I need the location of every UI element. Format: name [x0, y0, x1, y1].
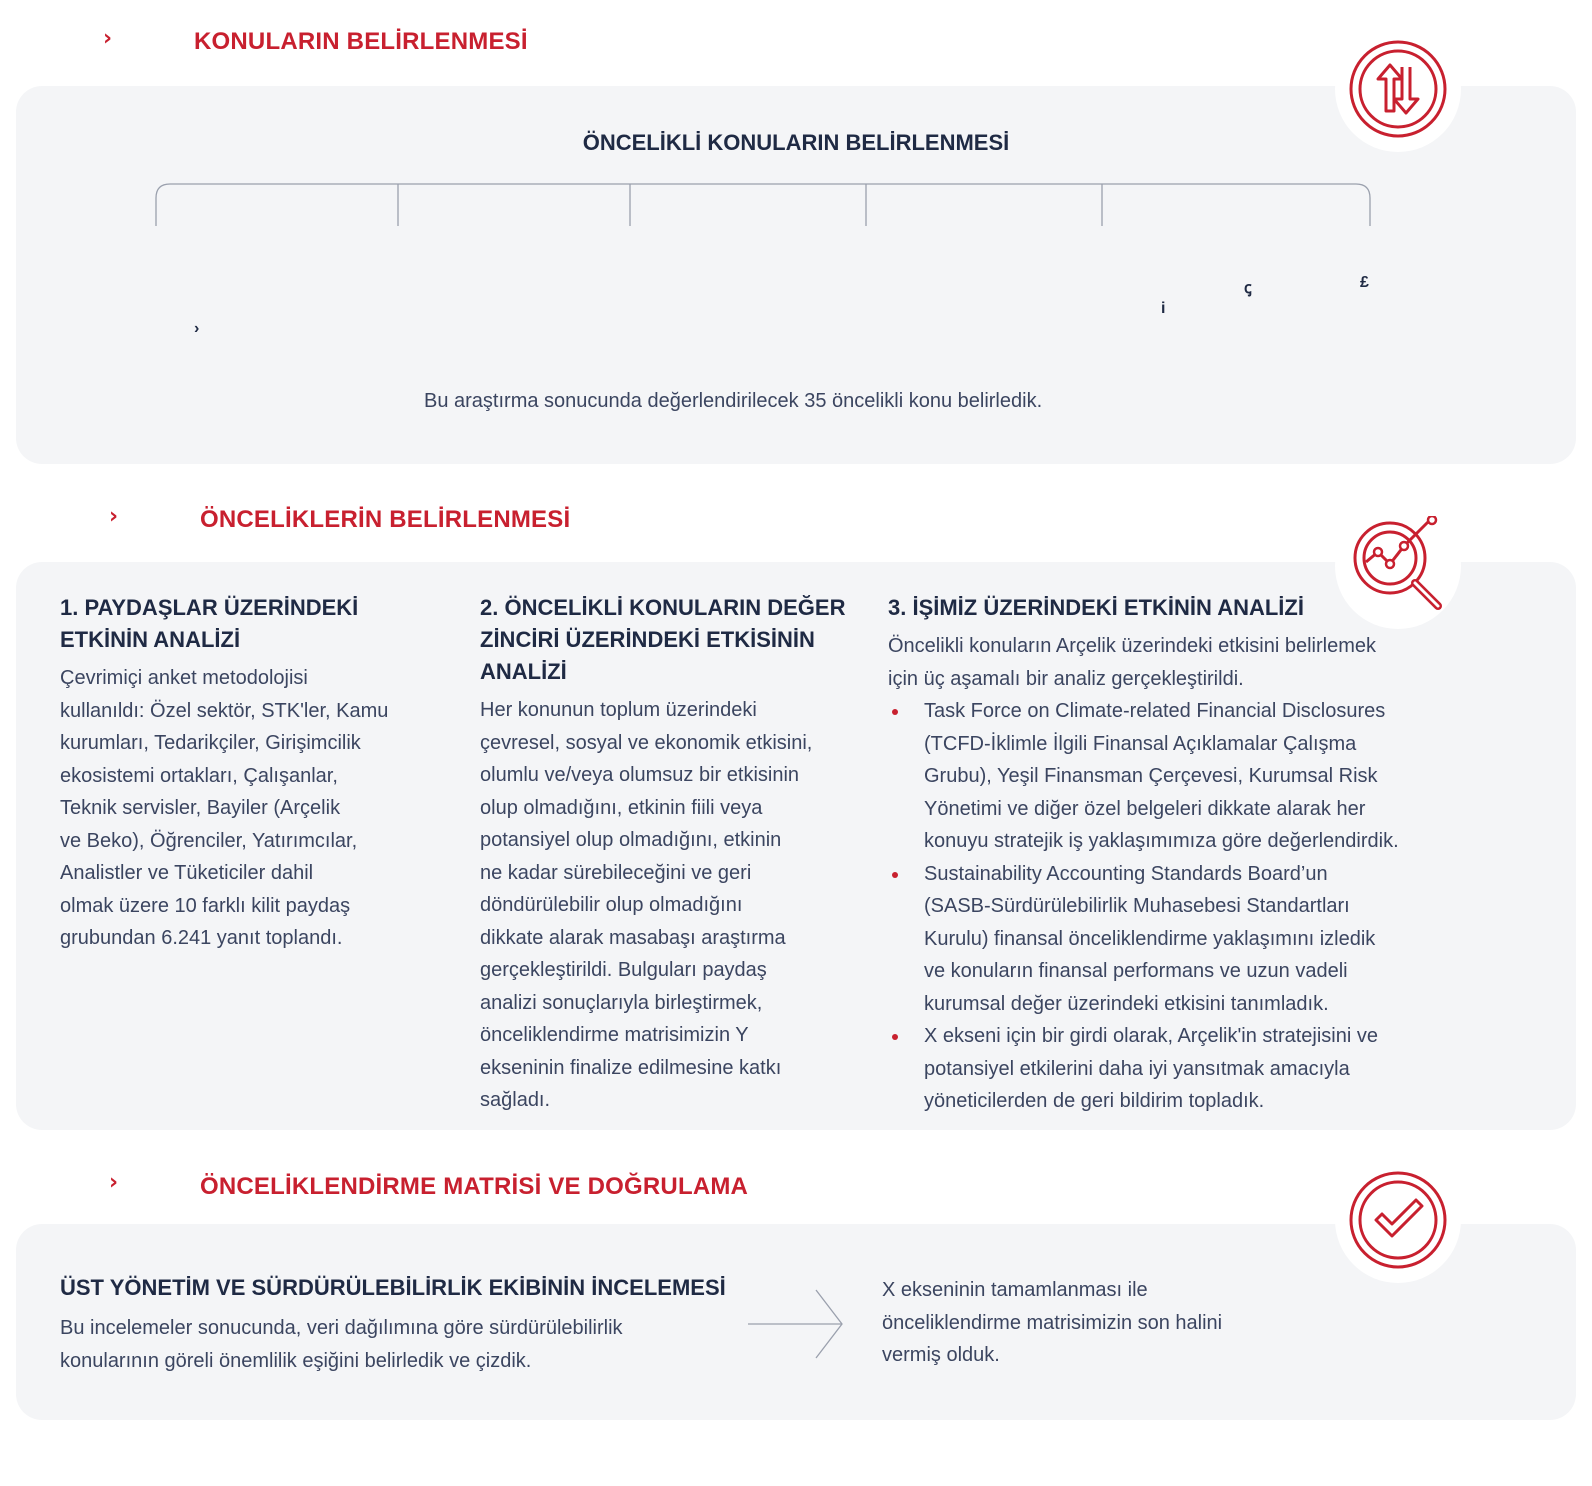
- review-text: Bu incelemeler sonucunda, veri dağılımına göre sürdürülebilirlik konularının göreli önemlilik eşiğini belirledik ve çizdik.: [60, 1317, 623, 1372]
- icon-badge: [1335, 503, 1461, 629]
- section-title: KONULARIN BELİRLENMESİ: [194, 28, 528, 55]
- column-text: Çevrimiçi anket metodolojisi kullanıldı: Özel sektör, STK'ler, Kamu kurumları, Tedarikçiler, Girişimcilik ekosistemi ortakları, Çalışanlar, Teknik servisler, Bayiler (Arçelik ve Beko), Öğrenciler, Yatırımcılar, Analistler ve Tüketiciler dahil olmak üzere 10 farklı kilit paydaş grubundan 6.241 yanıt toplandı.: [60, 667, 389, 949]
- analytics-magnifier-icon: [1348, 516, 1448, 616]
- column-title: 3. İŞİMİZ ÜZERİNDEKİ ETKİNİN ANALİZİ: [888, 595, 1304, 620]
- stray-glyph: ꞔ: [1244, 280, 1252, 297]
- list-item: Sustainability Accounting Standards Board’un (SASB-Sürdürülebilirlik Muhasebesi Standartları Kurulu) finansal önceliklendirme yaklaşımını izledik ve konuların finansal performans ve uzun vadeli kurumsal değer üzerindeki etkisini tanımladık.: [888, 858, 1548, 1021]
- topic-identification-card: [16, 86, 1576, 464]
- summary-text: Bu araştırma sonucunda değerlendirilecek 35 öncelikli konu belirledik.: [424, 390, 1043, 412]
- column-text: Her konunun toplum üzerindeki çevresel, sosyal ve ekonomik etkisini, olumlu ve/veya olumsuz bir etkisinin olup olmadığını, etkinin fiili veya potansiyel olup olmadığını, etkinin ne kadar sürebileceğini ve geri döndürülebilir olup olmadığını dikkate alarak masabaşı araştırma gerçekleştirildi. Bulguları paydaş analizi sonuçlarıyla birleştirmek, önceliklendirme matrisimizin Y ekseninin finalize edilmesine katkı sağladı.: [480, 699, 813, 1111]
- up-down-arrows-icon: [1348, 39, 1448, 139]
- list-item: X ekseni için bir girdi olarak, Arçelik'in stratejisini ve potansiyel etkilerini daha iyi yansıtmak amacıyla yöneticilerden de geri bildirim topladık.: [888, 1020, 1548, 1118]
- icon-badge: [1335, 26, 1461, 152]
- result-text: X ekseninin tamamlanması ile önceliklendirme matrisimizin son halini vermiş olduk.: [882, 1279, 1223, 1366]
- list-item: Task Force on Climate-related Financial Disclosures (TCFD-İklimle İlgili Finansal Açıklamalar Çalışma Grubu), Yeşil Finansman Çerçevesi, Kurumsal Risk Yönetimi ve diğer özel belgeleri dikkate alarak her konuyu stratejik iş yaklaşımımıza göre değerlendirdik.: [888, 695, 1548, 858]
- stray-glyph: £: [1360, 274, 1369, 291]
- matrix-validation-card: [16, 1224, 1576, 1420]
- review-title: ÜST YÖNETİM VE SÜRDÜRÜLEBİLİRLİK EKİBİNİN İNCELEMESİ: [60, 1275, 726, 1300]
- stray-glyph: ›: [194, 320, 200, 337]
- chevron-right-icon: ›: [109, 1170, 119, 1195]
- column-title: 2. ÖNCELİKLİ KONULARIN DEĞER ZİNCİRİ ÜZERİNDEKİ ETKİSİNİN ANALİZİ: [480, 595, 846, 684]
- priorities-card: [16, 562, 1576, 1130]
- section-title: ÖNCELİKLERİN BELİRLENMESİ: [200, 506, 571, 533]
- arrow-right-icon: [746, 1284, 856, 1364]
- bracket-connector: [16, 176, 1576, 326]
- chevron-right-icon: ›: [103, 26, 113, 51]
- card-title: ÖNCELİKLİ KONULARIN BELİRLENMESİ: [582, 130, 1010, 155]
- section-title: ÖNCELİKLENDİRME MATRİSİ VE DOĞRULAMA: [200, 1173, 749, 1200]
- checkmark-circle-icon: [1348, 1170, 1448, 1270]
- stray-glyph: i: [1161, 300, 1166, 317]
- column-text: Öncelikli konuların Arçelik üzerindeki etkisini belirlemek için üç aşamalı bir analiz gerçekleştirildi.: [888, 635, 1376, 690]
- chevron-right-icon: ›: [109, 504, 119, 529]
- column-title: 1. PAYDAŞLAR ÜZERİNDEKİ ETKİNİN ANALİZİ: [60, 595, 359, 652]
- icon-badge: [1335, 1157, 1461, 1283]
- bullet-list: [888, 695, 1548, 1118]
